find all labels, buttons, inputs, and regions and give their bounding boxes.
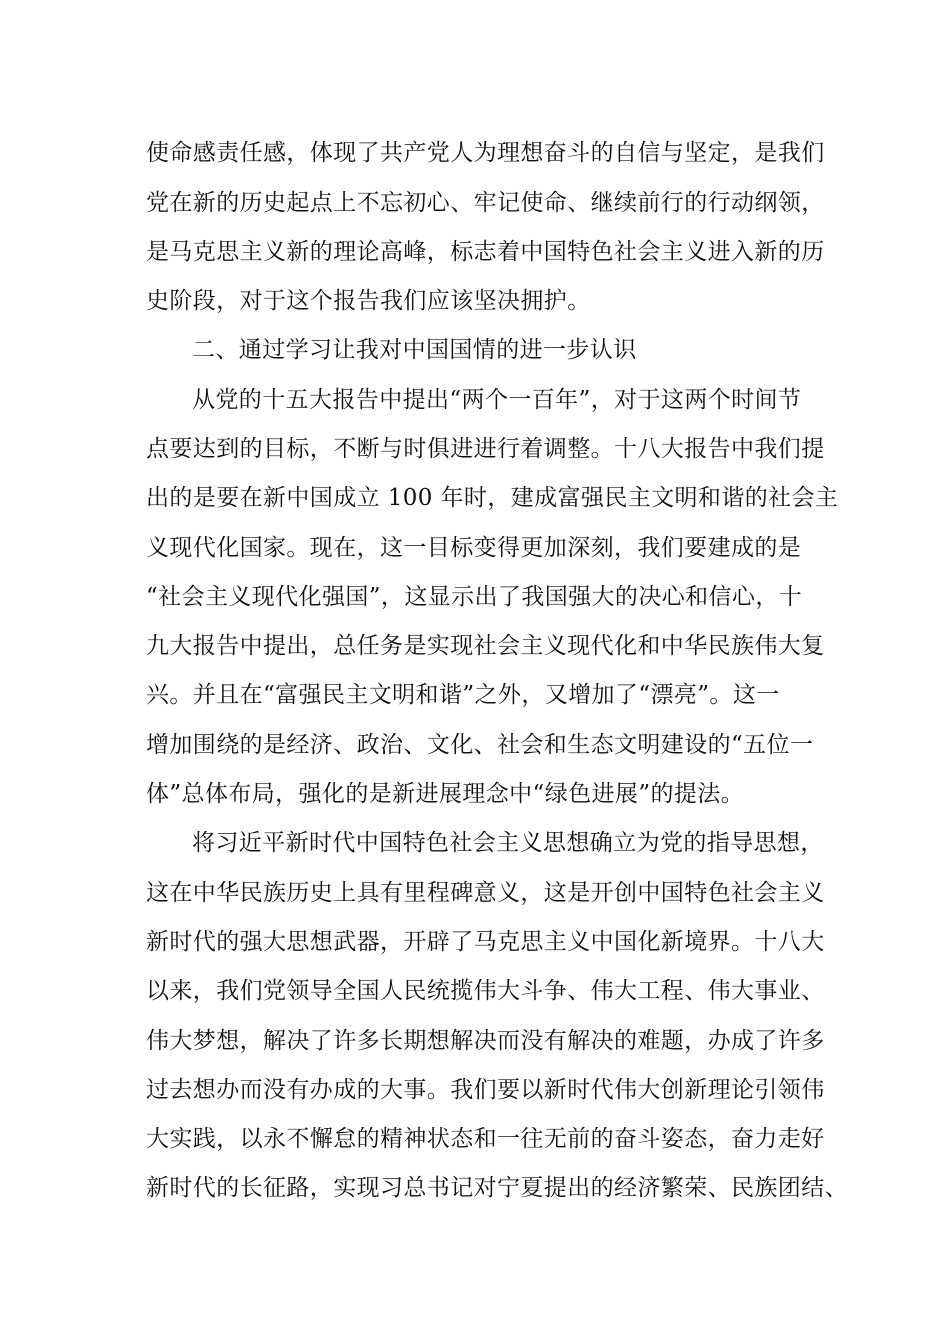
text-line: 大实践，以永不懈怠的精神状态和一往无前的奋斗姿态，奋力走好 xyxy=(146,1126,825,1152)
text-line: 将习近平新时代中国特色社会主义思想确立为党的指导思想， xyxy=(192,830,824,856)
text-line: 史阶段，对于这个报告我们应该坚决拥护。 xyxy=(146,288,591,314)
text-line: 新时代的长征路，实现习总书记对宁夏提出的经济繁荣、民族团结、 xyxy=(146,1175,848,1201)
text-line: 过去想办而没有办成的大事。我们要以新时代伟大创新理论引领伟 xyxy=(146,1077,825,1103)
text-line: 九大报告中提出，总任务是实现社会主义现代化和中华民族伟大复 xyxy=(146,633,825,659)
text-line: 是马克思主义新的理论高峰，标志着中国特色社会主义进入新的历 xyxy=(146,239,825,265)
text-line: 兴。并且在“富强民主文明和谐”之外，又增加了“漂亮”。这一 xyxy=(146,682,780,708)
text-line: 伟大梦想，解决了许多长期想解决而没有解决的难题，办成了许多 xyxy=(146,1028,825,1054)
text-line: 增加围绕的是经济、政治、文化、社会和生态文明建设的“五位一 xyxy=(146,732,814,758)
text-line: 这在中华民族历史上具有里程碑意义，这是开创中国特色社会主义 xyxy=(146,880,825,906)
text-line: 新时代的强大思想武器，开辟了马克思主义中国化新境界。十八大 xyxy=(146,929,825,955)
text-line: 出的是要在新中国成立 100 年时，建成富强民主文明和谐的社会主 xyxy=(146,485,839,511)
text-line: 从党的十五大报告中提出“两个一百年”，对于这两个时间节 xyxy=(192,387,802,413)
section-heading: 二、通过学习让我对中国国情的进一步认识 xyxy=(192,337,637,363)
text-line: 以来，我们党领导全国人民统揽伟大斗争、伟大工程、伟大事业、 xyxy=(146,978,825,1004)
text-line: 点要达到的目标，不断与时俱进进行着调整。十八大报告中我们提 xyxy=(146,436,825,462)
text-line: 体”总体布局，强化的是新进展理念中“绿色进展”的提法。 xyxy=(146,781,745,807)
text-line: 党在新的历史起点上不忘初心、牢记使命、继续前行的行动纲领， xyxy=(146,190,825,216)
text-line: 义现代化国家。现在，这一目标变得更加深刻，我们要建成的是 xyxy=(146,535,802,561)
text-line: 使命感责任感，体现了共产党人为理想奋斗的自信与坚定，是我们 xyxy=(146,140,825,166)
text-line: “社会主义现代化强国”，这显示出了我国强大的决心和信心，十 xyxy=(146,584,803,610)
